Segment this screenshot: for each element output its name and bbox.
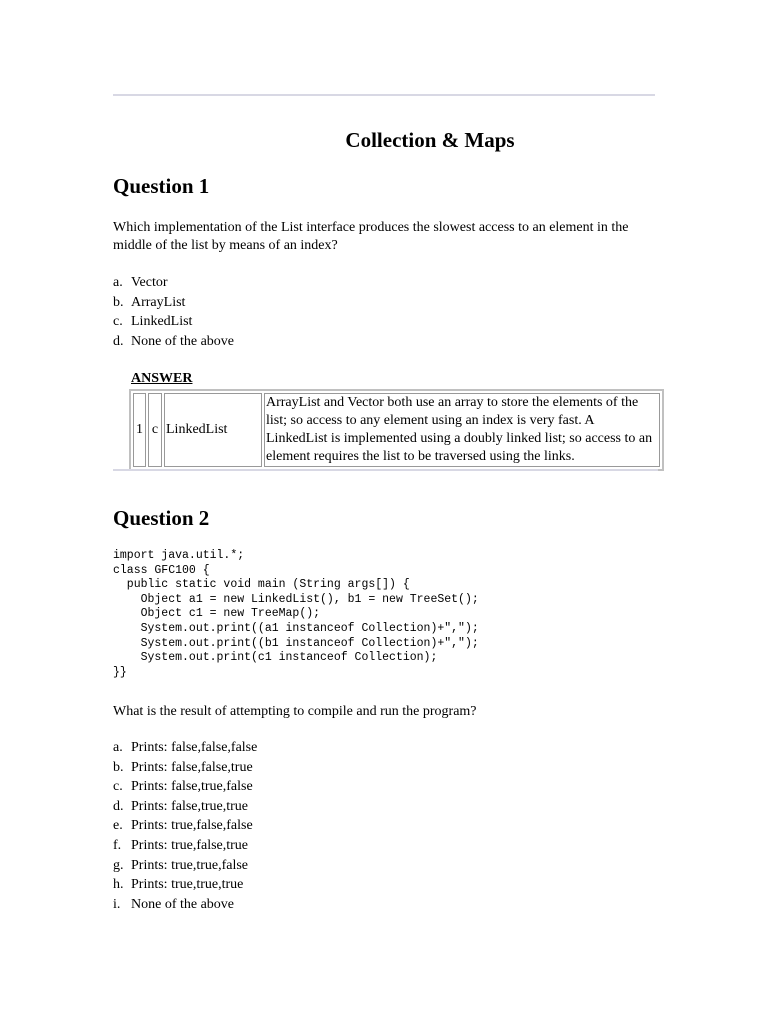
answer-table — [129, 389, 664, 471]
answer-row — [133, 393, 660, 467]
option-label: h. — [113, 877, 124, 893]
option-label: g. — [113, 857, 124, 873]
option-text: Prints: false,false,true — [131, 759, 253, 775]
option-item — [113, 758, 257, 778]
option-label: b. — [113, 294, 124, 310]
option-label: i. — [113, 896, 121, 912]
option-text: Prints: true,false,false — [131, 818, 253, 834]
question-2-heading: Question 2 — [113, 506, 210, 530]
option-label: d. — [113, 333, 124, 349]
option-label: c. — [113, 779, 123, 795]
answer-heading: ANSWER — [131, 371, 193, 386]
option-text: Prints: true,false,true — [131, 837, 249, 853]
option-text: None of the above — [131, 333, 235, 349]
option-label: f. — [113, 837, 122, 853]
option-text: Prints: true,true,false — [131, 857, 249, 873]
page-title: Collection & Maps — [345, 128, 515, 152]
answer-letter: c — [148, 393, 162, 467]
option-item — [113, 273, 234, 293]
option-label: a. — [113, 275, 123, 290]
option-text: None of the above — [131, 896, 235, 912]
option-label: b. — [113, 759, 124, 775]
option-text: Prints: false,false,false — [131, 740, 258, 755]
option-label: d. — [113, 798, 124, 814]
option-item — [113, 738, 257, 758]
option-item — [113, 777, 257, 797]
option-item — [113, 875, 257, 895]
top-divider — [113, 94, 655, 96]
section-divider — [113, 469, 658, 471]
option-text: Prints: false,true,true — [131, 798, 249, 814]
question-2-options — [113, 738, 257, 914]
option-item — [113, 797, 257, 817]
option-item — [113, 816, 257, 836]
question-2-text: What is the result of attempting to compile and run the program? — [113, 704, 477, 719]
option-label: e. — [113, 818, 123, 834]
option-label: a. — [113, 740, 123, 755]
option-text: ArrayList — [131, 294, 186, 310]
option-text: Prints: true,true,true — [131, 877, 244, 893]
question-1-text: Which implementation of the List interface produces the slowest access to an element in the middle of the list by means of an index? — [113, 220, 629, 253]
answer-number: 1 — [133, 393, 146, 467]
option-text: Prints: false,true,false — [131, 779, 253, 795]
option-item — [113, 312, 234, 332]
option-text: Vector — [131, 275, 168, 290]
option-label: c. — [113, 314, 123, 330]
option-item — [113, 332, 234, 352]
option-text: LinkedList — [131, 314, 193, 330]
option-item — [113, 856, 257, 876]
code-block: import java.util.*; class GFC100 { public static void main (String args[]) { Object a1 = new LinkedList(), b1 = new TreeSet(); Object c1 = new TreeMap(); System.out.print((a1 instanceof Collection)+","); System.out.print((b1 instanceof Collection)+","); System.out.print(c1 instanceof Collection); }} — [113, 549, 479, 679]
question-1-options — [113, 273, 234, 351]
option-item — [113, 836, 257, 856]
option-item — [113, 895, 257, 915]
question-1-heading: Question 1 — [113, 174, 210, 198]
option-item — [113, 293, 234, 313]
answer-value: LinkedList — [164, 393, 262, 467]
answer-explanation: ArrayList and Vector both use an array to store the elements of the list; so access to any element using an index is very fast. A LinkedList is implemented using a doubly linked list; so access to an element requires the list to be traversed using the links. — [264, 393, 660, 467]
